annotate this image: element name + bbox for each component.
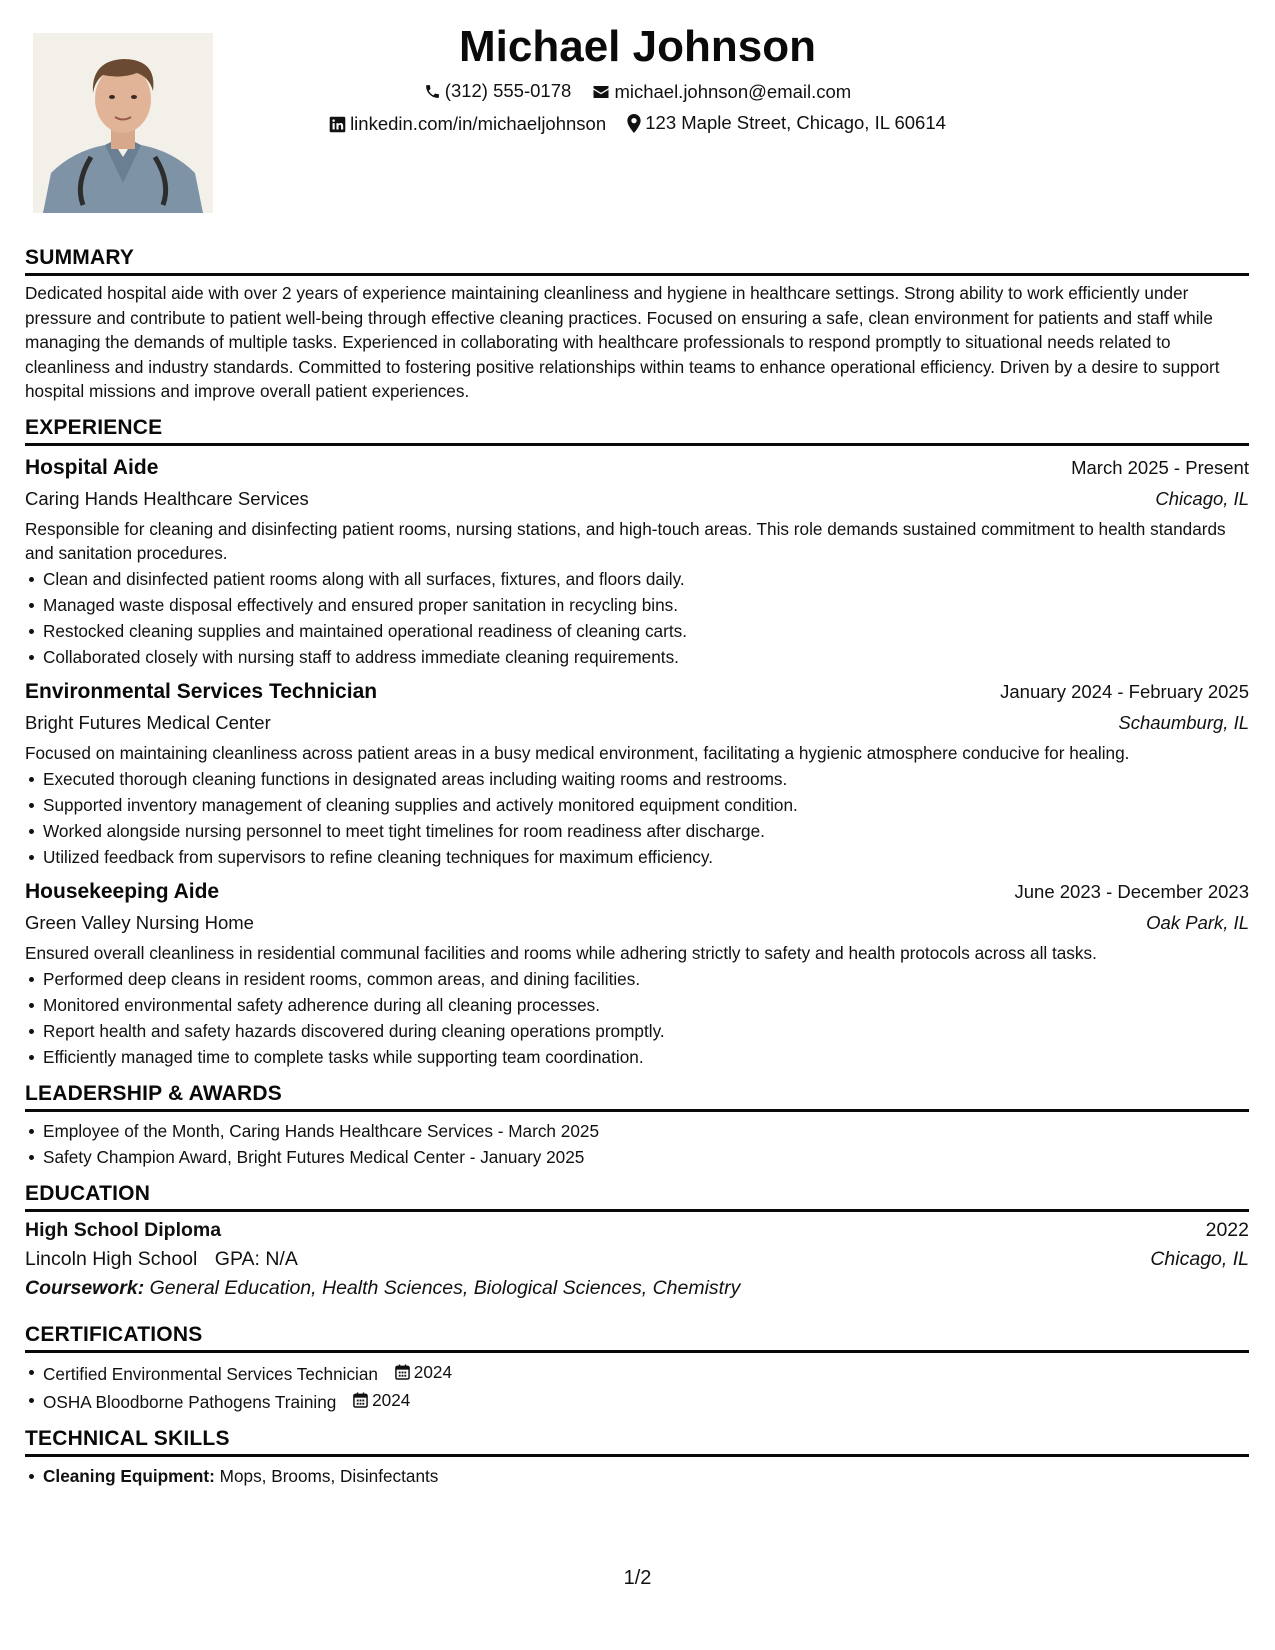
job-bullet: Efficiently managed time to complete tasks while supporting team coordination. xyxy=(25,1044,1249,1070)
linkedin-contact[interactable] xyxy=(329,113,606,135)
address-contact xyxy=(627,112,946,134)
section-title-education: EDUCATION xyxy=(25,1182,1249,1212)
job-company: Caring Hands Healthcare Services xyxy=(25,487,309,509)
page-number: 1/2 xyxy=(623,1567,652,1589)
job-entry xyxy=(25,677,1249,870)
resume-content xyxy=(25,246,1249,1501)
skill-item xyxy=(25,1463,1249,1489)
job-location: Schaumburg, IL xyxy=(1118,711,1249,733)
skills-list xyxy=(25,1463,1249,1489)
job-bullet: Restocked cleaning supplies and maintained operational readiness of cleaning carts. xyxy=(25,618,1249,644)
education-school-line xyxy=(25,1245,298,1273)
job-location: Chicago, IL xyxy=(1155,487,1249,509)
education-degree: High School Diploma xyxy=(25,1218,222,1241)
job-bullet: Utilized feedback from supervisors to refine cleaning techniques for maximum efficiency. xyxy=(25,844,1249,870)
certifications-section xyxy=(25,1323,1249,1415)
education-school: Lincoln High School xyxy=(25,1247,198,1270)
job-bullet: Clean and disinfected patient rooms along with all surfaces, fixtures, and floors daily. xyxy=(25,566,1249,592)
job-entry xyxy=(25,453,1249,670)
section-title-summary: SUMMARY xyxy=(25,246,1249,276)
certification-year: 2024 xyxy=(413,1361,453,1382)
skills-section xyxy=(25,1427,1249,1489)
job-bullet: Managed waste disposal effectively and ensured proper sanitation in recycling bins. xyxy=(25,592,1249,618)
job-bullets xyxy=(25,966,1249,1070)
education-coursework xyxy=(25,1273,1249,1303)
linkedin-text: linkedin.com/in/michaeljohnson xyxy=(350,113,607,134)
candidate-name: Michael Johnson xyxy=(459,22,816,71)
certification-date xyxy=(353,1387,410,1413)
section-title-skills: TECHNICAL SKILLS xyxy=(25,1427,1249,1457)
linkedin-icon xyxy=(329,116,346,133)
section-title-certifications: CERTIFICATIONS xyxy=(25,1323,1249,1353)
job-dates: January 2024 - February 2025 xyxy=(1000,680,1249,702)
phone-text: (312) 555-0178 xyxy=(444,80,572,101)
job-bullet: Worked alongside nursing personnel to meet tight timelines for room readiness after discharge. xyxy=(25,818,1249,844)
job-bullet: Performed deep cleans in resident rooms, common areas, and dining facilities. xyxy=(25,966,1249,992)
job-bullet: Executed thorough cleaning functions in designated areas including waiting rooms and restrooms. xyxy=(25,766,1249,792)
contact-line-1 xyxy=(0,80,1275,105)
job-entry xyxy=(25,877,1249,1070)
job-bullet: Report health and safety hazards discovered during cleaning operations promptly. xyxy=(25,1018,1249,1044)
job-bullets xyxy=(25,766,1249,870)
certification-item xyxy=(25,1359,1249,1387)
job-dates: March 2025 - Present xyxy=(1071,456,1249,478)
summary-text: Dedicated hospital aide with over 2 years of experience maintaining cleanliness and hygiene in healthcare settings. Strong ability to work efficiently under pressure and contribute to patient well-being through effective cleaning practices. Focused on ensuring a safe, clean environment for patients and staff while managing the demands of multiple tasks. Experienced in collaborating with healthcare professionals to respond promptly to situational needs related to cleanliness and industry standards. Committed to fostering positive relationships within teams to enhance operational efficiency. Driven by a desire to support hospital missions and improve overall patient experiences. xyxy=(25,283,1220,401)
job-description: Responsible for cleaning and disinfecting patient rooms, nursing stations, and high-touch areas. This role demands sustained commitment to health standards and sanitation procedures. xyxy=(25,518,1226,563)
address-text: 123 Maple Street, Chicago, IL 60614 xyxy=(645,112,946,133)
job-title: Environmental Services Technician xyxy=(25,679,378,703)
certification-item xyxy=(25,1387,1249,1415)
experience-section xyxy=(25,416,1249,1070)
education-section xyxy=(25,1182,1249,1303)
job-description: Focused on maintaining cleanliness across patient areas in a busy medical environment, facilitating a hygienic atmosphere conducive for healing. xyxy=(25,742,1130,763)
job-title: Hospital Aide xyxy=(25,455,159,479)
calendar-icon xyxy=(395,1364,410,1380)
phone-contact[interactable] xyxy=(424,80,572,102)
award-item: Safety Champion Award, Bright Futures Medical Center - January 2025 xyxy=(25,1144,1249,1170)
education-gpa: GPA: N/A xyxy=(214,1247,298,1270)
job-company: Bright Futures Medical Center xyxy=(25,711,271,733)
phone-icon xyxy=(424,83,441,100)
award-item: Employee of the Month, Caring Hands Healthcare Services - March 2025 xyxy=(25,1118,1249,1144)
certification-year: 2024 xyxy=(372,1389,411,1410)
coursework-text: General Education, Health Sciences, Biological Sciences, Chemistry xyxy=(149,1276,741,1299)
certification-date xyxy=(395,1359,452,1385)
contact-line-2 xyxy=(0,112,1275,138)
education-year: 2022 xyxy=(1205,1218,1249,1241)
awards-list xyxy=(25,1118,1249,1170)
skill-value: Mops, Brooms, Disinfectants xyxy=(219,1465,439,1486)
calendar-icon xyxy=(353,1392,368,1408)
certification-name: OSHA Bloodborne Pathogens Training xyxy=(43,1391,337,1412)
skill-label: Cleaning Equipment: xyxy=(43,1465,215,1486)
job-company: Green Valley Nursing Home xyxy=(25,911,254,933)
section-title-awards: LEADERSHIP & AWARDS xyxy=(25,1082,1249,1112)
section-title-experience: EXPERIENCE xyxy=(25,416,1249,446)
job-title: Housekeeping Aide xyxy=(25,879,220,903)
job-location: Oak Park, IL xyxy=(1146,911,1249,933)
job-bullet: Collaborated closely with nursing staff to address immediate cleaning requirements. xyxy=(25,644,1249,670)
email-text: michael.johnson@email.com xyxy=(614,80,852,102)
awards-section xyxy=(25,1082,1249,1170)
education-location: Chicago, IL xyxy=(1150,1247,1249,1270)
job-bullets xyxy=(25,566,1249,670)
email-contact[interactable] xyxy=(592,81,851,103)
job-dates: June 2023 - December 2023 xyxy=(1014,880,1249,902)
coursework-label: Coursework: xyxy=(25,1276,145,1299)
job-bullet: Monitored environmental safety adherence during all cleaning processes. xyxy=(25,992,1249,1018)
job-bullet: Supported inventory management of cleaning supplies and actively monitored equipment condition. xyxy=(25,792,1249,818)
summary-section xyxy=(25,246,1249,404)
certification-name: Certified Environmental Services Technician xyxy=(43,1363,378,1384)
job-description: Ensured overall cleanliness in residential communal facilities and rooms while adhering strictly to safety and health protocols across all tasks. xyxy=(25,942,1097,963)
certifications-list xyxy=(25,1359,1249,1415)
envelope-icon xyxy=(592,84,610,100)
map-pin-icon xyxy=(627,114,641,133)
